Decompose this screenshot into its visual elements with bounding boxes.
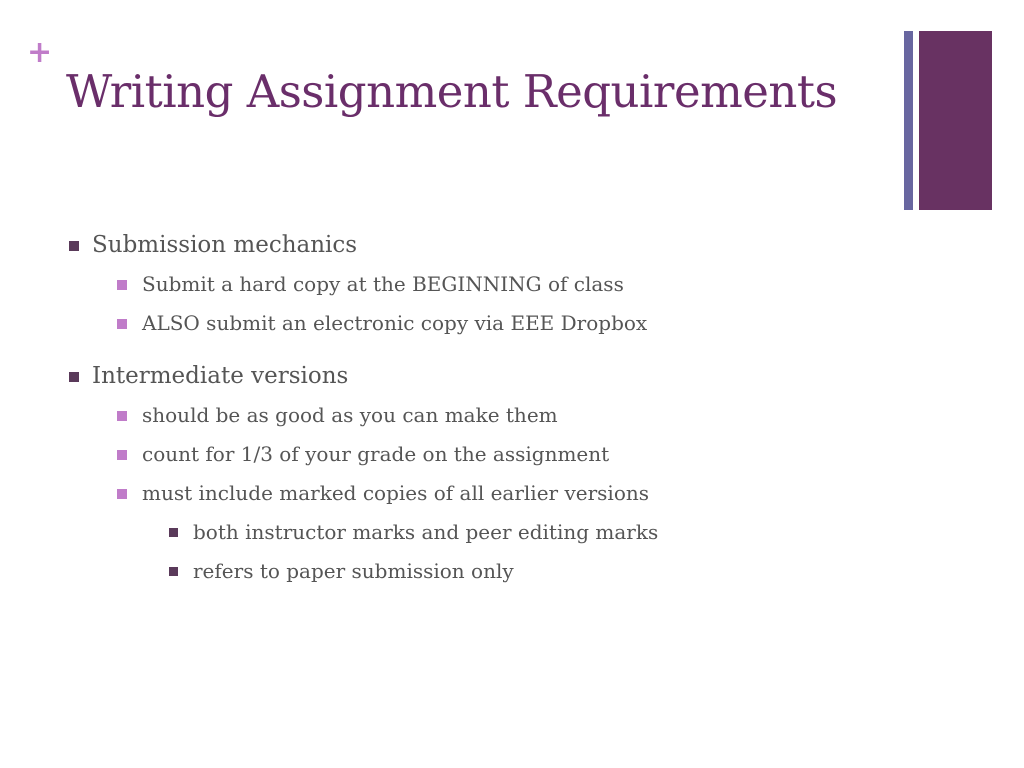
sub-sub-bullet-text: refers to paper submission only [193, 559, 514, 583]
square-bullet-icon [117, 280, 127, 290]
sub-bullet-text: ALSO submit an electronic copy via EEE Dropbox [142, 311, 648, 335]
sub-bullet-text: Submit a hard copy at the BEGINNING of class [142, 272, 624, 296]
bullet-text: Submission mechanics [92, 232, 358, 258]
decorative-bar-thick [919, 31, 992, 210]
sub-bullet-item [116, 474, 888, 591]
sub-bullet-text: must include marked copies of all earlier versions [142, 481, 650, 505]
sub-sub-bullet-list [142, 513, 888, 591]
sub-bullet-text: count for 1/3 of your grade on the assignment [142, 442, 610, 466]
bullet-item [68, 357, 888, 591]
sub-bullet-item [116, 435, 888, 474]
decorative-bar-thin [904, 31, 913, 210]
slide-title: Writing Assignment Requirements [66, 65, 838, 118]
plus-icon: + [27, 35, 53, 70]
square-bullet-icon [69, 241, 79, 251]
square-bullet-icon [117, 319, 127, 329]
sub-bullet-item [116, 265, 888, 304]
sub-sub-bullet-item [168, 552, 888, 591]
sub-bullet-list [92, 265, 888, 343]
square-bullet-icon [117, 489, 127, 499]
sub-bullet-item [116, 396, 888, 435]
square-bullet-icon [169, 528, 178, 537]
sub-bullet-list [92, 396, 888, 591]
square-bullet-icon [117, 450, 127, 460]
square-bullet-icon [69, 372, 79, 382]
square-bullet-icon [169, 567, 178, 576]
slide-content [68, 226, 888, 591]
bullet-text: Intermediate versions [92, 363, 349, 389]
sub-bullet-text: should be as good as you can make them [142, 403, 558, 427]
bullet-list [68, 226, 888, 591]
sub-sub-bullet-text: both instructor marks and peer editing marks [193, 520, 659, 544]
bullet-item [68, 226, 888, 343]
square-bullet-icon [117, 411, 127, 421]
sub-bullet-item [116, 304, 888, 343]
sub-sub-bullet-item [168, 513, 888, 552]
